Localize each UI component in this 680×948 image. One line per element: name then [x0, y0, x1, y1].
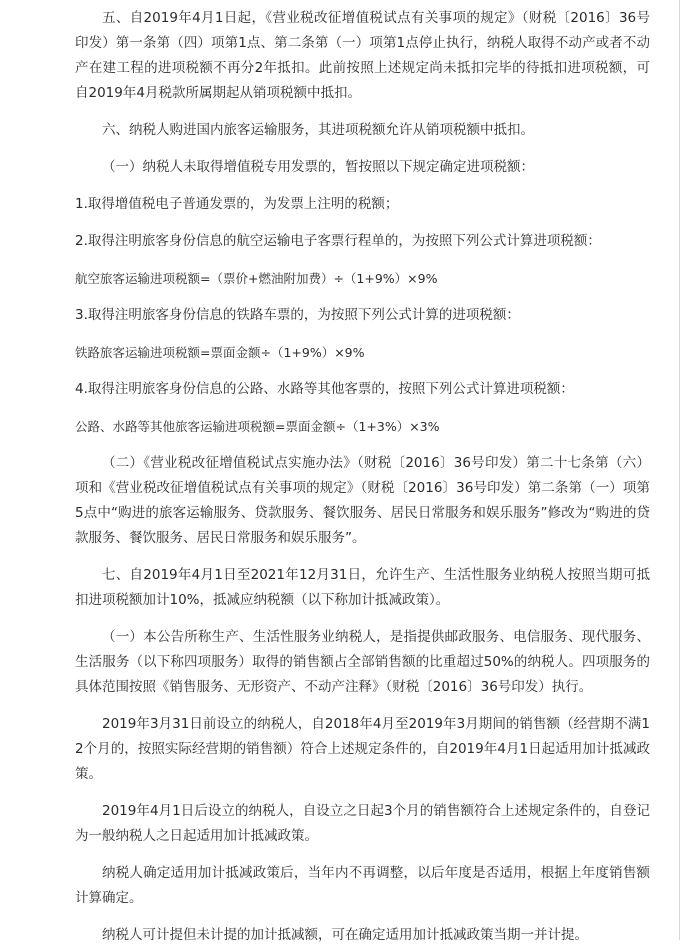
paragraph-6-2: （二）《营业税改征增值税试点实施办法》（财税〔2016〕36号印发）第二十七条第（六）项和《营业税改征增值税试点有关事项的规定》（财税〔2016〕36号印发）第二条第（一）项第5点中“购进的旅客运输服务、贷款服务、餐饮服务、居民日常服务和娱乐服务”修改为“购进的贷款服务、餐饮服务、居民日常服务和娱乐服务”。 — [75, 455, 650, 546]
paragraph-6-1-item-1: 1.取得增值税电子普通发票的，为发票上注明的税额； — [75, 196, 399, 212]
formula-road-water-transport: 公路、水路等其他旅客运输进项税额=票面金额÷（1+3%）×3% — [75, 419, 440, 434]
paragraph-article-6: 六、纳税人购进国内旅客运输服务，其进项税额允许从销项税额中抵扣。 — [102, 122, 534, 138]
paragraph-7-1-accrual: 纳税人可计提但未计提的加计抵减额，可在确定适用加计抵减政策当期一并计提。 — [102, 927, 588, 943]
paragraph-7-1-no-adjust: 纳税人确定适用加计抵减政策后，当年内不再调整，以后年度是否适用，根据上年度销售额计算确定。 — [75, 865, 650, 906]
paragraph-7-1-before-date: 2019年3月31日前设立的纳税人，自2018年4月至2019年3月期间的销售额（经营期不满12个月的，按照实际经营期的销售额）符合上述规定条件的，自2019年4月1日起适用加计抵减政策。 — [75, 716, 650, 782]
paragraph-7-1-after-date: 2019年4月1日后设立的纳税人，自设立之日起3个月的销售额符合上述规定条件的，自登记为一般纳税人之日起适用加计抵减政策。 — [75, 803, 650, 844]
formula-railway-transport: 铁路旅客运输进项税额=票面金额÷（1+9%）×9% — [75, 345, 365, 360]
paragraph-6-1-item-2: 2.取得注明旅客身份信息的航空运输电子客票行程单的，为按照下列公式计算进项税额： — [75, 233, 601, 249]
paragraph-6-1-item-4: 4.取得注明旅客身份信息的公路、水路等其他客票的，按照下列公式计算进项税额： — [75, 381, 574, 397]
paragraph-7-1: （一）本公告所称生产、生活性服务业纳税人，是指提供邮政服务、电信服务、现代服务、生活服务（以下称四项服务）取得的销售额占全部销售额的比重超过50%的纳税人。四项服务的具体范围按照《销售服务、无形资产、不动产注释》（财税〔2016〕36号印发）执行。 — [75, 629, 650, 695]
paragraph-6-1-item-3: 3.取得注明旅客身份信息的铁路车票的，为按照下列公式计算的进项税额： — [75, 307, 520, 323]
paragraph-6-1: （一）纳税人未取得增值税专用发票的，暂按照以下规定确定进项税额： — [102, 159, 534, 175]
formula-air-transport: 航空旅客运输进项税额=（票价+燃油附加费）÷（1+9%）×9% — [75, 271, 438, 286]
paragraph-article-7: 七、自2019年4月1日至2021年12月31日，允许生产、生活性服务业纳税人按照当期可抵扣进项税额加计10%，抵减应纳税额（以下称加计抵减政策）。 — [75, 567, 650, 608]
paragraph-article-5: 五、自2019年4月1日起，《营业税改征增值税试点有关事项的规定》（财税〔2016〕36号印发）第一条第（四）项第1点、第二条第（一）项第1点停止执行，纳税人取得不动产或者不动产在建工程的进项税额不再分2年抵扣。此前按照上述规定尚未抵扣完毕的待抵扣进项税额，可自2019年4月税款所属期起从销项税额中抵扣。 — [75, 10, 650, 101]
